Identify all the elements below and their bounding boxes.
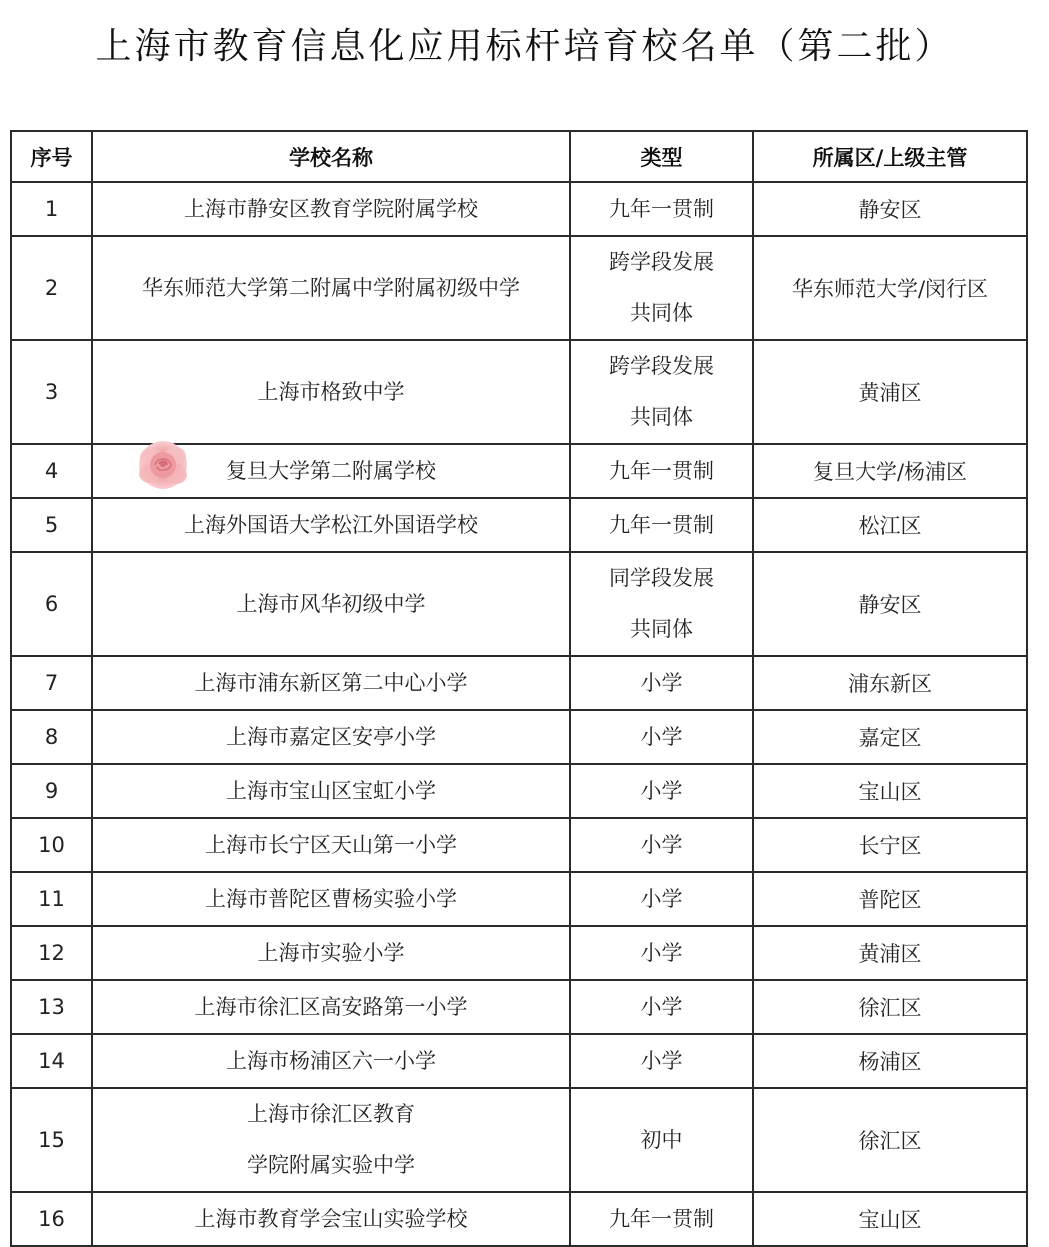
cell-type <box>570 980 753 1034</box>
cell-district: 杨浦区 <box>753 1034 1027 1088</box>
school-name-text: 上海市风华初级中学 <box>236 592 426 616</box>
table-row <box>11 926 1027 980</box>
table-row <box>11 340 1027 444</box>
cell-type <box>570 764 753 818</box>
table-row <box>11 1192 1027 1246</box>
cell-no: 14 <box>11 1034 92 1088</box>
cell-district: 复旦大学/杨浦区 <box>753 444 1027 498</box>
type-text: 九年一贯制 <box>609 1207 714 1231</box>
cell-school-name <box>92 498 570 552</box>
type-text: 共同体 <box>630 301 693 325</box>
cell-school-name <box>92 1088 570 1192</box>
cell-no: 10 <box>11 818 92 872</box>
cell-school-name <box>92 552 570 656</box>
cell-type <box>570 872 753 926</box>
type-text: 小学 <box>640 779 683 803</box>
cell-type <box>570 656 753 710</box>
type-text: 共同体 <box>630 405 693 429</box>
type-text: 小学 <box>640 725 683 749</box>
table-row <box>11 182 1027 236</box>
school-name-text: 上海市静安区教育学院附属学校 <box>184 197 478 221</box>
cell-no: 8 <box>11 710 92 764</box>
header-school-name: 学校名称 <box>92 131 570 182</box>
cell-no: 4 <box>11 444 92 498</box>
cell-district: 嘉定区 <box>753 710 1027 764</box>
cell-no: 15 <box>11 1088 92 1192</box>
cell-no: 1 <box>11 182 92 236</box>
cell-district: 宝山区 <box>753 1192 1027 1246</box>
cell-type <box>570 498 753 552</box>
cell-school-name <box>92 340 570 444</box>
school-list-table <box>10 130 1028 1247</box>
cell-district: 静安区 <box>753 182 1027 236</box>
header-no: 序号 <box>11 131 92 182</box>
type-text: 小学 <box>640 833 683 857</box>
cell-no: 7 <box>11 656 92 710</box>
cell-school-name <box>92 710 570 764</box>
table-row <box>11 552 1027 656</box>
cell-district: 松江区 <box>753 498 1027 552</box>
school-name-text: 上海市教育学会宝山实验学校 <box>194 1207 468 1231</box>
page-title: 上海市教育信息化应用标杆培育校名单（第二批） <box>95 26 954 67</box>
header-district: 所属区/上级主管 <box>753 131 1027 182</box>
cell-type <box>570 552 753 656</box>
table-header-row <box>11 131 1027 182</box>
type-text: 九年一贯制 <box>609 197 714 221</box>
cell-no: 16 <box>11 1192 92 1246</box>
school-name-text: 华东师范大学第二附属中学附属初级中学 <box>142 276 520 300</box>
cell-district: 静安区 <box>753 552 1027 656</box>
school-name-text: 学院附属实验中学 <box>247 1153 415 1177</box>
cell-district: 长宁区 <box>753 818 1027 872</box>
cell-type <box>570 340 753 444</box>
table-row <box>11 818 1027 872</box>
table-row <box>11 764 1027 818</box>
cell-no: 11 <box>11 872 92 926</box>
table-row <box>11 656 1027 710</box>
school-name-text: 上海市长宁区天山第一小学 <box>205 833 457 857</box>
school-name-text: 上海市实验小学 <box>257 941 405 965</box>
type-text: 小学 <box>640 671 683 695</box>
type-text: 九年一贯制 <box>609 459 714 483</box>
table-row <box>11 1034 1027 1088</box>
school-name-text: 上海市杨浦区六一小学 <box>226 1049 436 1073</box>
table-row <box>11 498 1027 552</box>
type-text: 小学 <box>640 887 683 911</box>
header-type: 类型 <box>570 131 753 182</box>
cell-no: 3 <box>11 340 92 444</box>
cell-type <box>570 1192 753 1246</box>
cell-school-name <box>92 1034 570 1088</box>
cell-type <box>570 926 753 980</box>
cell-district: 黄浦区 <box>753 926 1027 980</box>
cell-type <box>570 818 753 872</box>
table-row <box>11 1088 1027 1192</box>
type-text: 跨学段发展 <box>609 250 714 274</box>
cell-no: 9 <box>11 764 92 818</box>
table-row <box>11 236 1027 340</box>
cell-type <box>570 1034 753 1088</box>
cell-school-name <box>92 182 570 236</box>
cell-district: 黄浦区 <box>753 340 1027 444</box>
school-name-text: 上海市浦东新区第二中心小学 <box>194 671 468 695</box>
cell-school-name <box>92 236 570 340</box>
cell-type <box>570 710 753 764</box>
cell-school-name <box>92 1192 570 1246</box>
cell-district: 普陀区 <box>753 872 1027 926</box>
cell-type <box>570 236 753 340</box>
cell-district: 徐汇区 <box>753 980 1027 1034</box>
cell-no: 6 <box>11 552 92 656</box>
table-row <box>11 872 1027 926</box>
table-row <box>11 980 1027 1034</box>
cell-type <box>570 444 753 498</box>
type-text: 九年一贯制 <box>609 513 714 537</box>
cell-school-name <box>92 764 570 818</box>
school-name-text: 复旦大学第二附属学校 <box>226 459 436 483</box>
cell-no: 2 <box>11 236 92 340</box>
cell-no: 5 <box>11 498 92 552</box>
cell-school-name <box>92 926 570 980</box>
cell-school-name <box>92 980 570 1034</box>
table-row <box>11 710 1027 764</box>
school-name-text: 上海市徐汇区高安路第一小学 <box>194 995 468 1019</box>
school-name-text: 上海外国语大学松江外国语学校 <box>184 513 478 537</box>
type-text: 共同体 <box>630 617 693 641</box>
school-name-text: 上海市徐汇区教育 <box>247 1102 415 1126</box>
school-name-text: 上海市宝山区宝虹小学 <box>226 779 436 803</box>
type-text: 跨学段发展 <box>609 354 714 378</box>
cell-school-name <box>92 872 570 926</box>
cell-district: 华东师范大学/闵行区 <box>753 236 1027 340</box>
cell-no: 13 <box>11 980 92 1034</box>
type-text: 同学段发展 <box>609 566 714 590</box>
type-text: 小学 <box>640 1049 683 1073</box>
table-body <box>11 182 1027 1246</box>
school-name-text: 上海市嘉定区安亭小学 <box>226 725 436 749</box>
cell-district: 徐汇区 <box>753 1088 1027 1192</box>
school-name-text: 上海市普陀区曹杨实验小学 <box>205 887 457 911</box>
cell-district: 宝山区 <box>753 764 1027 818</box>
cell-district: 浦东新区 <box>753 656 1027 710</box>
rose-icon <box>137 439 189 491</box>
cell-school-name <box>92 656 570 710</box>
cell-no: 12 <box>11 926 92 980</box>
cell-type <box>570 1088 753 1192</box>
type-text: 小学 <box>640 941 683 965</box>
type-text: 小学 <box>640 995 683 1019</box>
cell-school-name <box>92 818 570 872</box>
school-name-text: 上海市格致中学 <box>257 380 405 404</box>
type-text: 初中 <box>640 1128 683 1152</box>
cell-type <box>570 182 753 236</box>
